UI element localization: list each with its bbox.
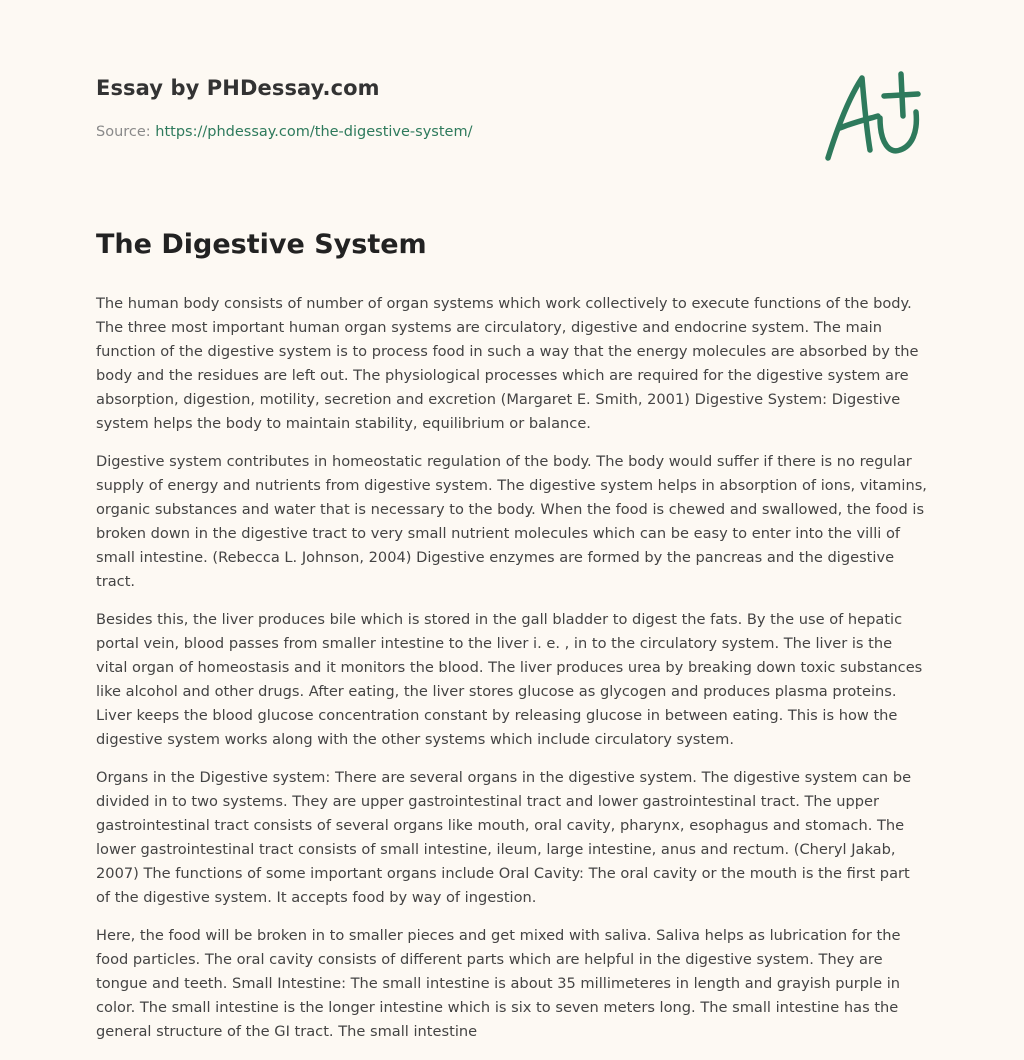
essay-paragraph: The human body consists of number of organ systems which work collectively to execute functions of the body. The three most important human organ systems are circulatory, digestive and endocrine system. The main function of the digestive system is to process food in such a way that the energy molecules are absorbed by the body and the residues are left out. The physiological processes which are required for the digestive system are absorption, digestion, motility, secretion and excretion (Margaret E. Smith, 2001) Digestive System: Digestive system helps the body to maintain stability, equilibrium or balance. xyxy=(96,295,919,432)
essay-body xyxy=(96,292,928,1044)
essay-paragraph: Organs in the Digestive system: There are several organs in the digestive system. The digestive system can be divided in to two systems. They are upper gastrointestinal tract and lower gastrointestinal tract. The upper gastrointestinal tract consists of several organs like mouth, oral cavity, pharynx, esophagus and stomach. The lower gastrointestinal tract consists of small intestine, ileum, large intestine, anus and rectum. (Cheryl Jakab, 2007) The functions of some important organs include Oral Cavity: The oral cavity or the mouth is the first part of the digestive system. It accepts food by way of ingestion. xyxy=(96,769,912,906)
source-link[interactable]: https://phdessay.com/the-digestive-system/ xyxy=(155,124,473,140)
source-label: Source: xyxy=(96,124,156,140)
site-brand: Essay by PHDessay.com xyxy=(96,76,380,100)
a-plus-logo-icon xyxy=(818,66,928,166)
essay-title: The Digestive System xyxy=(96,229,427,260)
source-line xyxy=(96,124,472,140)
essay-paragraph: Digestive system contributes in homeostatic regulation of the body. The body would suffer if there is no regular supply of energy and nutrients from digestive system. The digestive system helps in absorption of ions, vitamins, organic substances and water that is necessary to the body. When the food is chewed and swallowed, the food is broken down in the digestive tract to very small nutrient molecules which can be easy to enter into the villi of small intestine. (Rebecca L. Johnson, 2004) Digestive enzymes are formed by the pancreas and the digestive tract. xyxy=(96,453,927,590)
essay-paragraph: Besides this, the liver produces bile which is stored in the gall bladder to digest the fats. By the use of hepatic portal vein, blood passes from smaller intestine to the liver i. e. , in to the circulatory system. The liver is the vital organ of homeostasis and it monitors the blood. The liver produces urea by breaking down toxic substances like alcohol and other drugs. After eating, the liver stores glucose as glycogen and produces plasma proteins. Liver keeps the blood glucose concentration constant by releasing glucose in between eating. This is how the digestive system works along with the other systems which include circulatory system. xyxy=(96,611,923,748)
page-header xyxy=(96,0,928,200)
essay-paragraph: Here, the food will be broken in to smaller pieces and get mixed with saliva. Saliva helps as lubrication for the food particles. The oral cavity consists of different parts which are helpful in the digestive system. They are tongue and teeth. Small Intestine: The small intestine is about 35 millimeteres in length and grayish purple in color. The small intestine is the longer intestine which is six to seven meters long. The small intestine has the general structure of the GI tract. The small intestine xyxy=(96,927,901,1040)
